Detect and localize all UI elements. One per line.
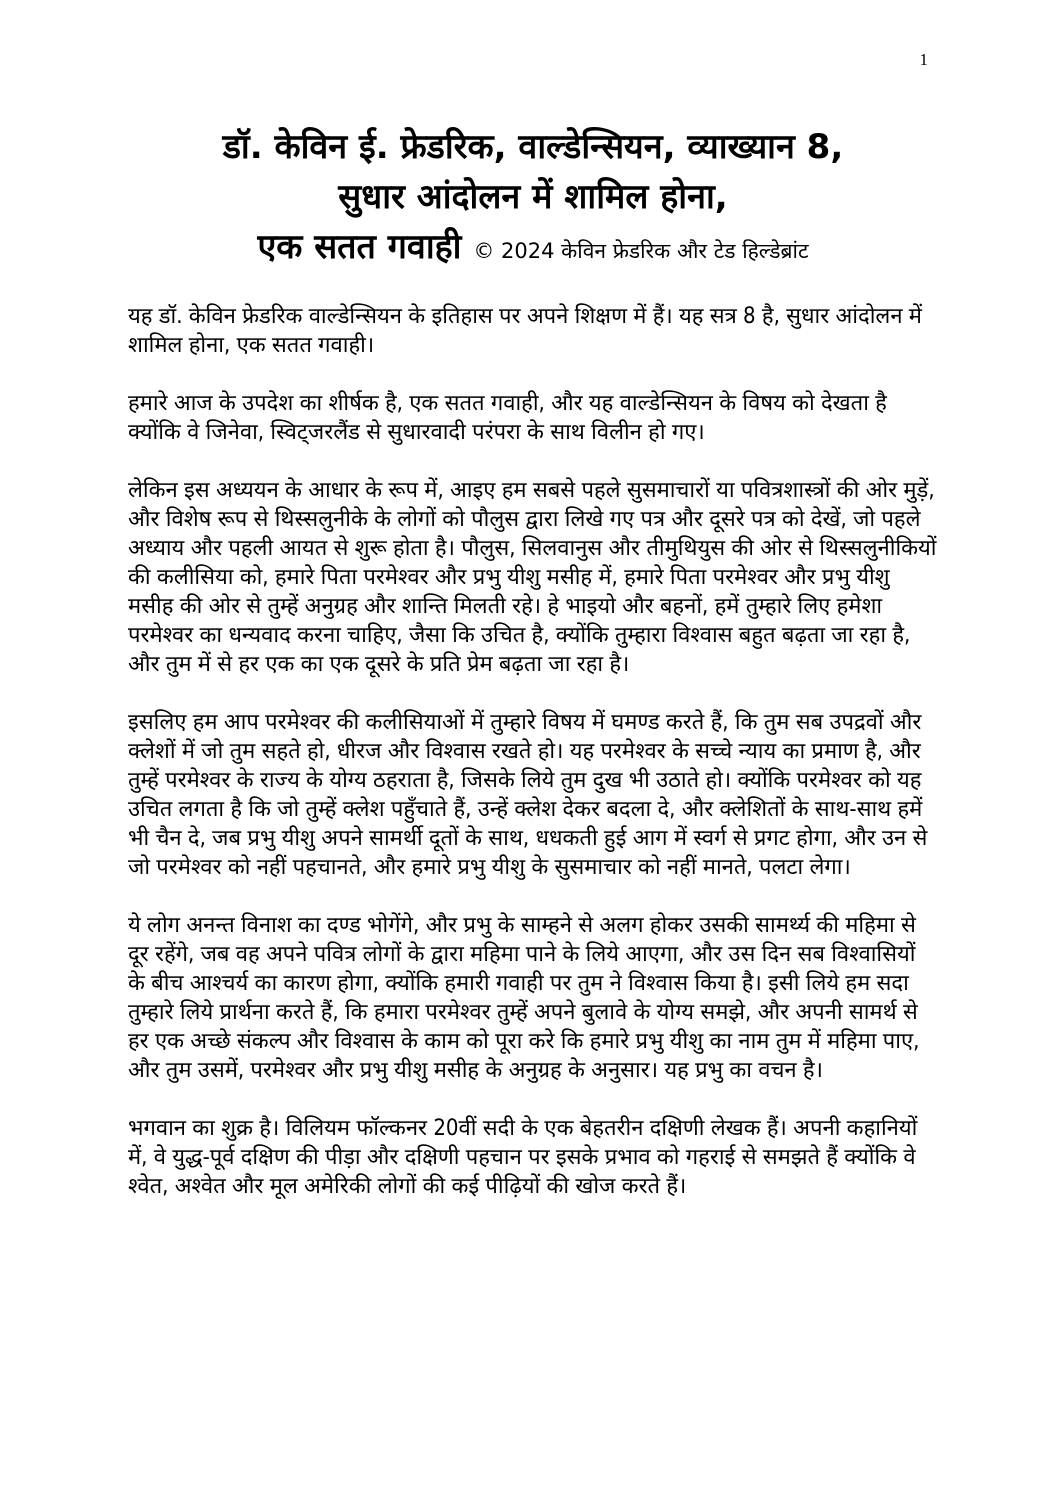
paragraph-2: हमारे आज के उपदेश का शीर्षक है, एक सतत गवाही, और यह वाल्डेन्सियन के विषय को देखता है क्योंकि वे जिनेवा, स्विट्जरलैंड से सुधारवादी परंपरा के साथ विलीन हो गए। xyxy=(128,391,887,445)
paragraph-6: भगवान का शुक्र है। विलियम फॉल्कनर 20वीं सदी के एक बेहतरीन दक्षिणी लेखक हैं। अपनी कहानियों में, वे युद्ध-पूर्व दक्षिण की पीड़ा और दक्षिणी पहचान पर इसके प्रभाव को गहराई से समझते हैं क्योंकि वे श्वेत, अश्वेत और मूल अमेरिकी लोगों की कई पीढ़ियों की खोज करते हैं। xyxy=(128,1116,918,1199)
document-title xyxy=(128,122,938,276)
paragraph-3: लेकिन इस अध्ययन के आधार के रूप में, आइए हम सबसे पहले सुसमाचारों या पवित्रशास्त्रों की ओर मुड़ें, और विशेष रूप से थिस्सलुनीके के लोगों को पौलुस द्वारा लिखे गए पत्र और दूसरे पत्र को देखें, जो पहले अध्याय और पहली आयत से शुरू होता है। पौलुस, सिलवानुस और तीमुथियुस की ओर से थिस्सलुनीकियों की कलीसिया को, हमारे पिता परमेश्वर और प्रभु यीशु मसीह में, हमारे पिता परमेश्वर और प्रभु यीशु मसीह की ओर से तुम्हें अनुग्रह और शान्ति मिलती रहे। हे भाइयो और बहनों, हमें तुम्हारे लिए हमेशा परमेश्वर का धन्यवाद करना चाहिए, जैसा कि उचित है, क्योंकि तुम्हारा विश्वास बहुत बढ़ता जा रहा है, और तुम में से हर एक का एक दूसरे के प्रति प्रेम बढ़ता जा रहा है। xyxy=(128,478,937,677)
title-line-2: सुधार आंदोलन में शामिल होना, xyxy=(338,177,728,217)
document-body xyxy=(128,302,938,1201)
paragraph-4: इसलिए हम आप परमेश्वर की कलीसियाओं में तुम्हारे विषय में घमण्ड करते हैं, कि तुम सब उपद्रवों और क्लेशों में जो तुम सहते हो, धीरज और विश्वास रखते हो। यह परमेश्वर के सच्चे न्याय का प्रमाण है, और तुम्हें परमेश्वर के राज्य के योग्य ठहराता है, जिसके लिये तुम दुख भी उठाते हो। क्योंकि परमेश्वर को यह उचित लगता है कि जो तुम्हें क्लेश पहुँचाते हैं, उन्हें क्लेश देकर बदला दे, और क्लेशितों के साथ-साथ हमें भी चैन दे, जब प्रभु यीशु अपने सामर्थी दूतों के साथ, धधकती हुई आग में स्वर्ग से प्रगट होगा, और उन से जो परमेश्वर को नहीं पहचानते, और हमारे प्रभु यीशु के सुसमाचार को नहीं मानते, पलटा लेगा। xyxy=(128,710,928,880)
title-main-text: एक सतत गवाही xyxy=(257,227,462,267)
page-number: 1 xyxy=(919,50,928,69)
title-line-1: डॉ. केविन ई. फ्रेडरिक, वाल्डेन्सियन, व्याख्यान 8, xyxy=(222,127,844,167)
paragraph-5: ये लोग अनन्त विनाश का दण्ड भोगेंगे, और प्रभु के साम्हने से अलग होकर उसकी सामर्थ्य की महिमा से दूर रहेंगे, जब वह अपने पवित्र लोगों के द्वारा महिमा पाने के लिये आएगा, और उस दिन सब विश्वासियों के बीच आश्चर्य का कारण होगा, क्योंकि हमारी गवाही पर तुम ने विश्वास किया है। इसी लिये हम सदा तुम्हारे लिये प्रार्थना करते हैं, कि हमारा परमेश्वर तुम्हें अपने बुलावे के योग्य समझे, और अपनी सामर्थ से हर एक अच्छे संकल्प और विश्वास के काम को पूरा करे कि हमारे प्रभु यीशु का नाम तुम में महिमा पाए, और तुम उसमें, परमेश्वर और प्रभु यीशु मसीह के अनुग्रह के अनुसार। यह प्रभु का वचन है। xyxy=(128,913,920,1083)
title-line-3 xyxy=(128,222,938,276)
copyright-notice: © 2024 केविन फ्रेडरिक और टेड हिल्डेब्रांट xyxy=(473,239,809,263)
paragraph-1: यह डॉ. केविन फ्रेडरिक वाल्डेन्सियन के इतिहास पर अपने शिक्षण में हैं। यह सत्र 8 है, सुधार आंदोलन में शामिल होना, एक सतत गवाही। xyxy=(128,304,922,358)
